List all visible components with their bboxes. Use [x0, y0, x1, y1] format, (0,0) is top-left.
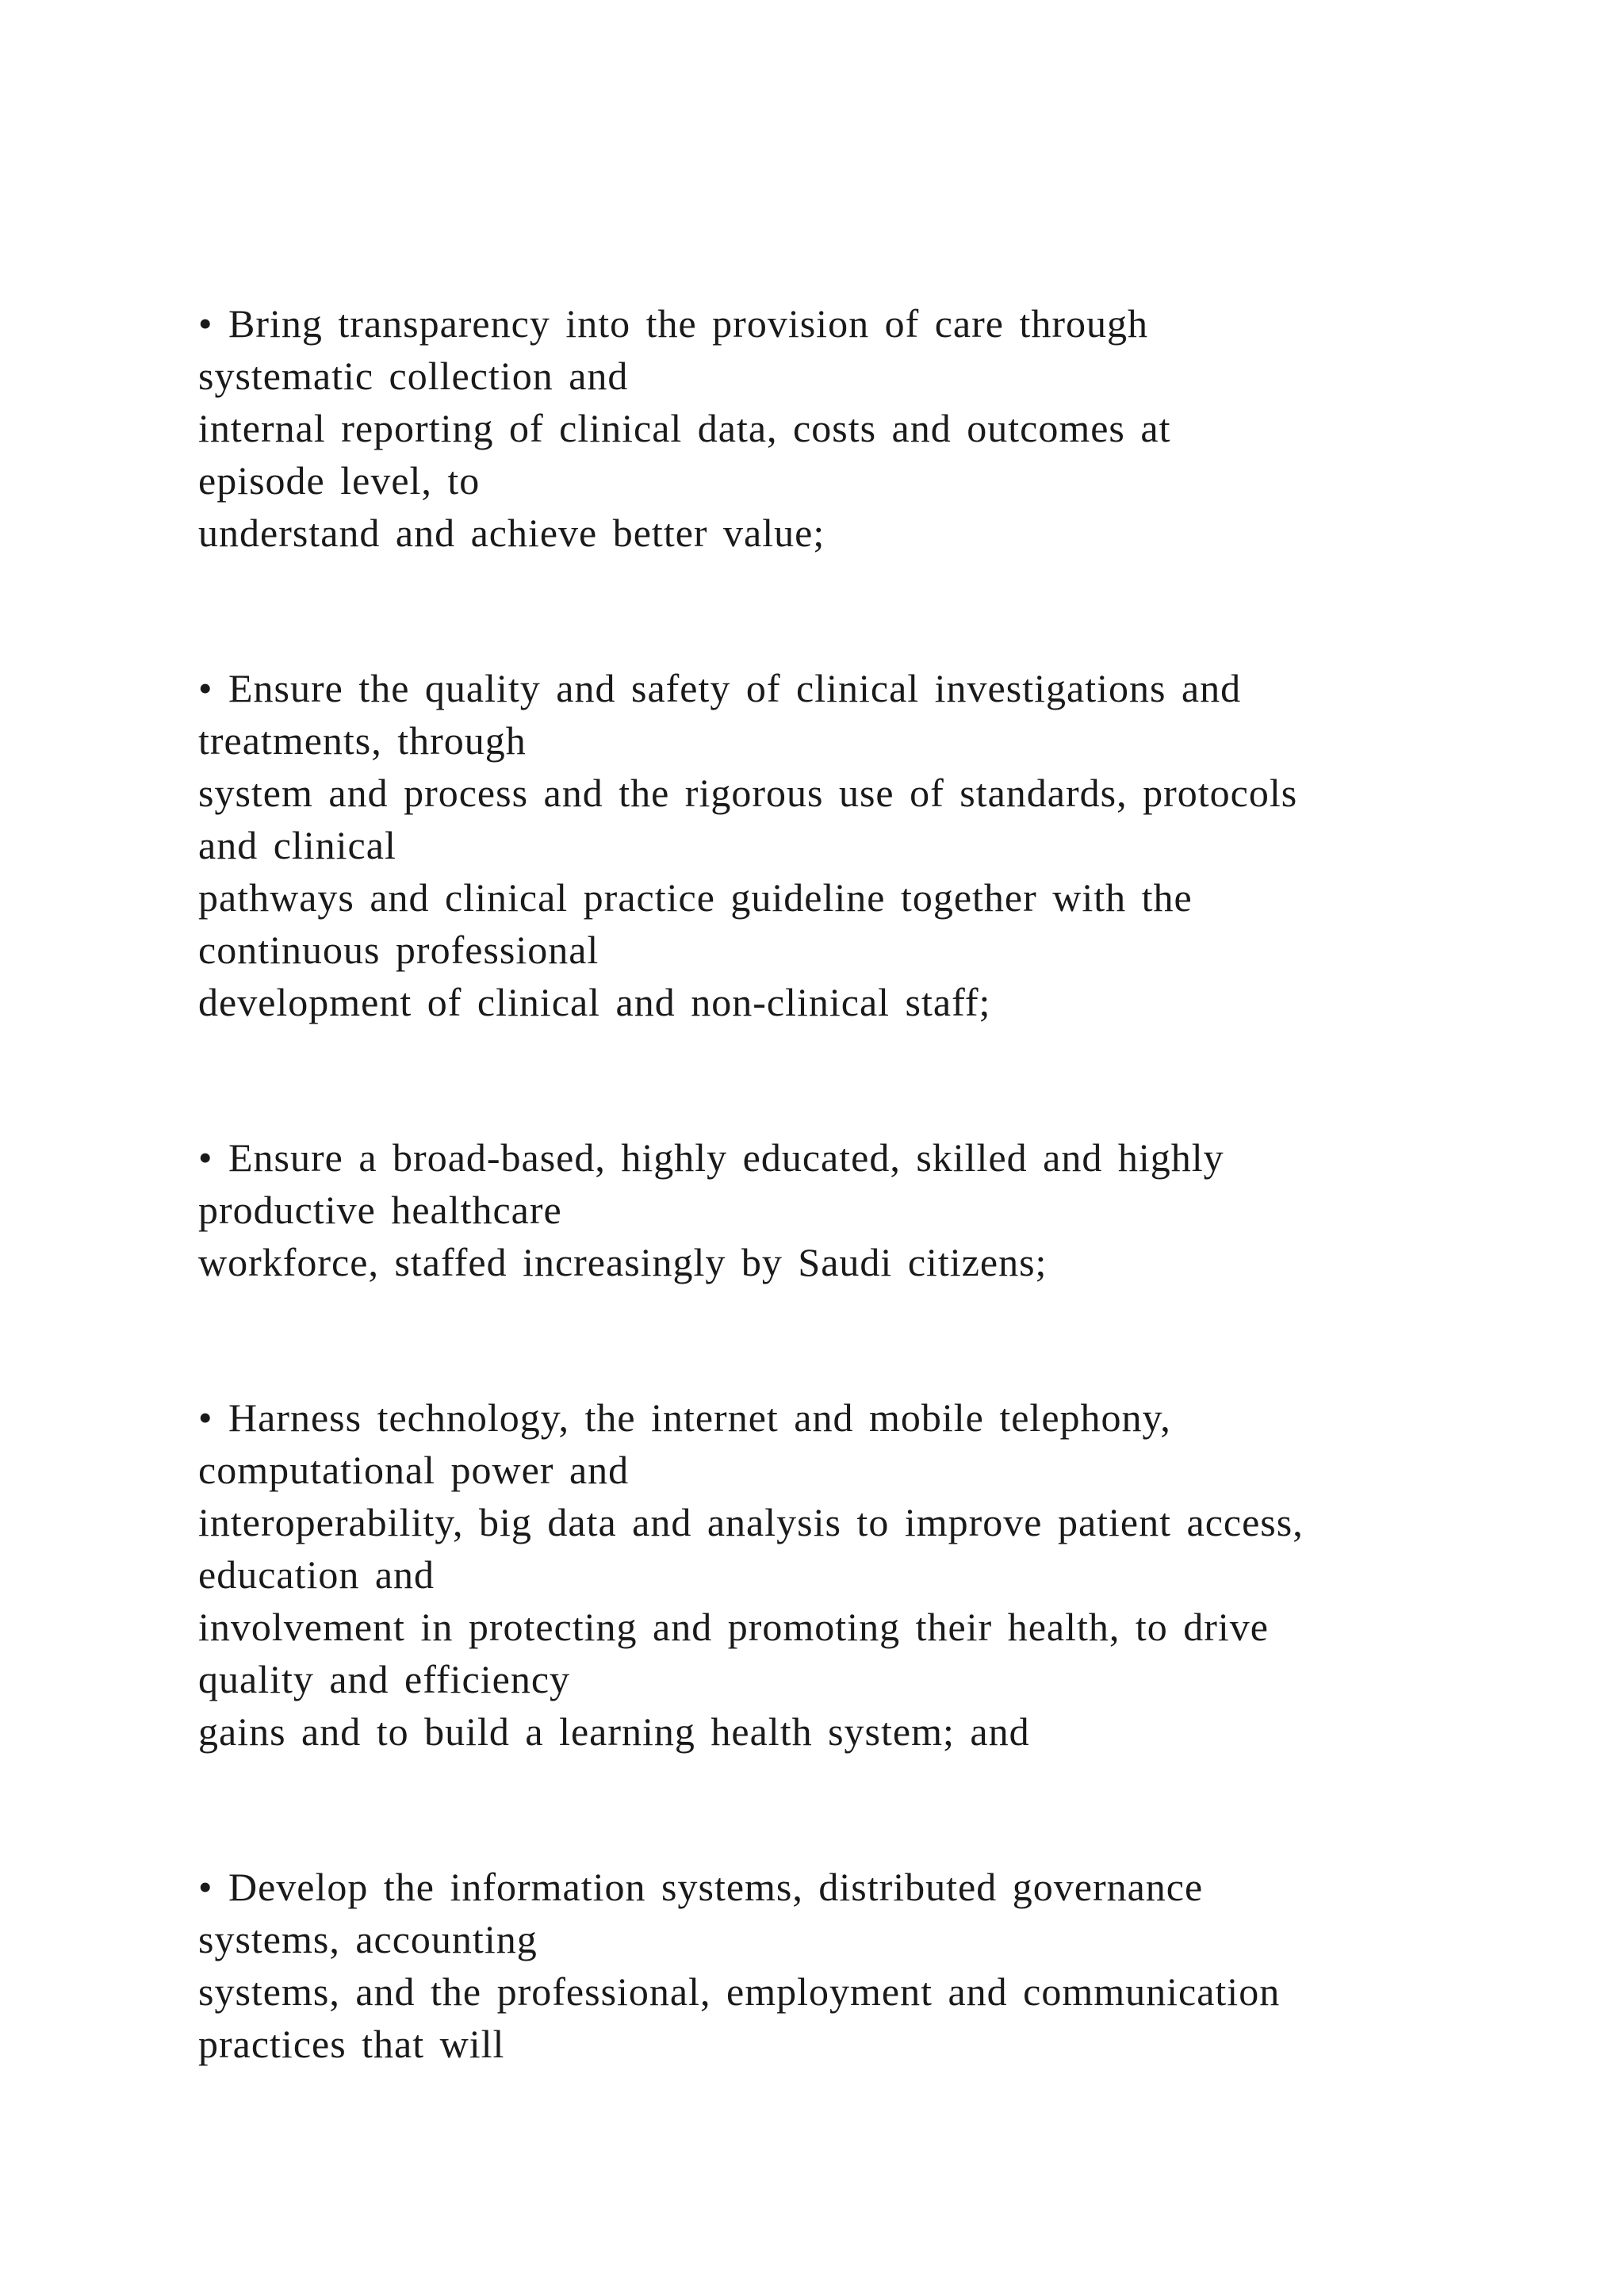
text-line: productive healthcare — [198, 1188, 562, 1232]
text-line: internal reporting of clinical data, costs and outcomes at — [198, 406, 1171, 450]
text-line: • Ensure a broad-based, highly educated, skilled and highly — [198, 1135, 1224, 1180]
text-line: interoperability, big data and analysis to improve patient access, — [198, 1500, 1304, 1544]
bullet-paragraph-technology — [198, 1391, 1515, 1758]
text-line: education and — [198, 1552, 435, 1597]
text-line: computational power and — [198, 1448, 630, 1492]
text-line: system and process and the rigorous use of standards, protocols — [198, 771, 1298, 815]
bullet-paragraph-information-systems — [198, 1861, 1515, 2070]
text-line: practices that will — [198, 2022, 505, 2066]
text-line: systematic collection and — [198, 354, 629, 398]
text-line: and clinical — [198, 823, 396, 867]
document-body — [198, 297, 1515, 2173]
text-line: development of clinical and non-clinical staff; — [198, 980, 991, 1024]
text-line: continuous professional — [198, 928, 599, 972]
text-line: • Bring transparency into the provision of care through — [198, 301, 1148, 346]
text-line: • Develop the information systems, distributed governance — [198, 1865, 1204, 1909]
text-line: • Ensure the quality and safety of clinical investigations and — [198, 666, 1242, 710]
text-line: systems, and the professional, employment and communication — [198, 1969, 1281, 2014]
text-line: treatments, through — [198, 718, 527, 763]
text-line: quality and efficiency — [198, 1657, 571, 1701]
text-line: involvement in protecting and promoting their health, to drive — [198, 1605, 1269, 1649]
text-line: episode level, to — [198, 458, 481, 503]
text-line: workforce, staffed increasingly by Saudi citizens; — [198, 1240, 1048, 1284]
text-line: understand and achieve better value; — [198, 511, 825, 555]
bullet-paragraph-transparency — [198, 297, 1515, 559]
bullet-paragraph-workforce — [198, 1131, 1515, 1288]
text-line: gains and to build a learning health system; and — [198, 1709, 1030, 1754]
text-line: systems, accounting — [198, 1917, 538, 1961]
bullet-paragraph-quality-safety — [198, 662, 1515, 1028]
text-line: • Harness technology, the internet and mobile telephony, — [198, 1395, 1171, 1440]
text-line: pathways and clinical practice guideline together with the — [198, 875, 1193, 920]
